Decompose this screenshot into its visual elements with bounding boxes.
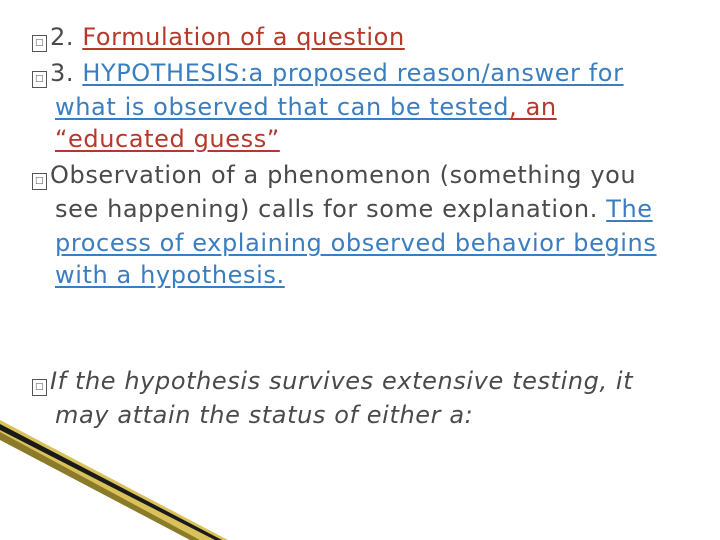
educated-guess-text: “educated guess” [55,125,280,153]
hypothesis-line-2a: what is observed that can be tested [55,93,510,121]
bullet-formulation [32,20,405,54]
observation-line-1: Observation of a phenomenon (something you [50,161,637,189]
process-text: process of explaining observed behavior begins [55,229,657,257]
observation-line-4 [55,258,285,292]
bullet-box-icon: □ [32,173,47,190]
hypothesis-line-2b: , an [509,93,557,121]
observation-line-2a: see happening) calls for some explanation. [55,195,607,223]
swoosh-gold [0,420,228,540]
observation-line-3 [55,226,656,260]
observation-line-2 [55,192,653,226]
observation-line-2b: The [606,195,653,223]
hypothesis-line-3 [55,122,280,156]
bullet-number: 2. [50,23,83,51]
bullet-box-icon: □ [32,71,47,88]
bullet-box-icon: □ [32,379,47,396]
hypothesis-line-1: HYPOTHESIS:a proposed reason/answer for [82,59,624,87]
bullet-hypothesis [32,56,624,90]
bullet-observation [32,158,636,192]
status-line-1: If the hypothesis survives extensive testing, it [50,367,634,395]
status-line-2: may attain the status of either a: [55,401,474,429]
bullet-box-icon: □ [32,35,47,52]
hypothesis-line-2 [55,90,557,124]
bullet-status [32,364,633,398]
bullet-number: 3. [50,59,83,87]
formulation-text: Formulation of a question [82,23,405,51]
decorative-swoosh [0,420,720,540]
with-hypothesis-text: with a hypothesis. [55,261,285,289]
